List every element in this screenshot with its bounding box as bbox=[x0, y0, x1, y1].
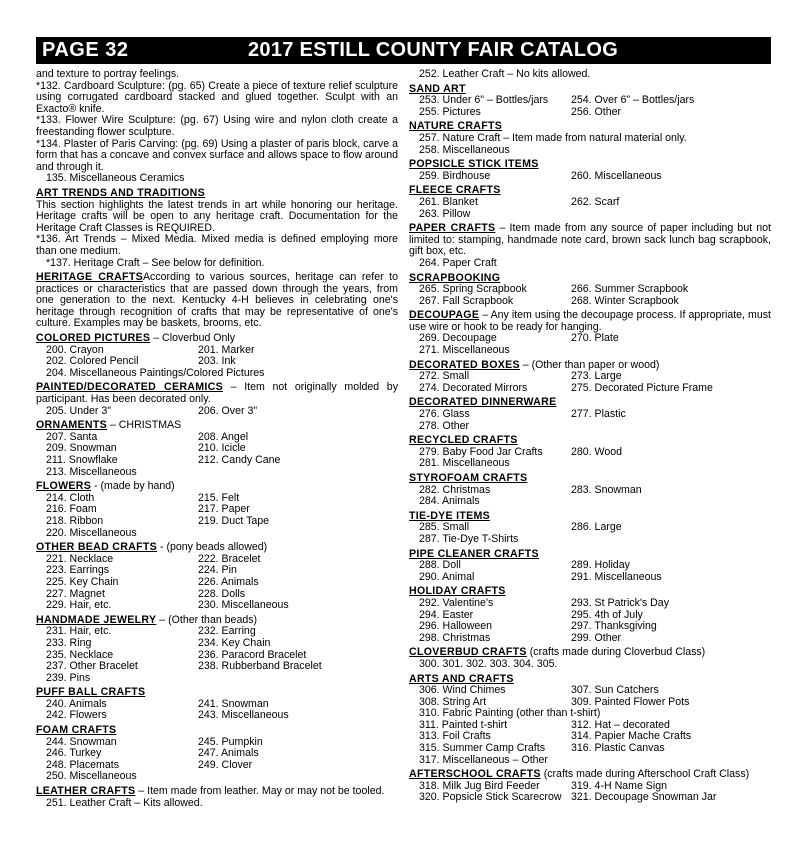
list-row bbox=[409, 171, 771, 183]
list-row bbox=[36, 771, 398, 783]
list-row bbox=[409, 107, 771, 119]
list-item: 204. Miscellaneous Paintings/Colored Pictures bbox=[46, 366, 265, 379]
list-item: 235. Necklace bbox=[46, 648, 114, 661]
list-item: 257. Nature Craft – Item made from natural material only. bbox=[419, 131, 687, 144]
section-title: PUFF BALL CRAFTS bbox=[36, 686, 146, 699]
left-column bbox=[36, 69, 398, 809]
list-item: 293. St Patrick's Day bbox=[571, 596, 669, 609]
list-item: 315. Summer Camp Crafts bbox=[419, 742, 545, 755]
list-item: 261. Blanket bbox=[419, 195, 478, 208]
section-heading bbox=[409, 159, 771, 171]
list-item: 297. Thanksgiving bbox=[571, 620, 657, 633]
list-row bbox=[409, 209, 771, 221]
list-item: 267. Fall Scrapbook bbox=[419, 294, 514, 307]
paragraph: *136. Art Trends – Mixed Media. Mixed media is defined employing more than one medium. bbox=[36, 233, 398, 257]
list-item: 309. Painted Flower Pots bbox=[571, 695, 690, 708]
list-item: 288. Doll bbox=[419, 559, 461, 572]
list-row bbox=[36, 455, 398, 467]
section-title: FOAM CRAFTS bbox=[36, 724, 117, 737]
list-item: 205. Under 3" bbox=[46, 404, 112, 417]
list-row bbox=[409, 284, 771, 296]
list-item: 286. Large bbox=[571, 521, 622, 534]
list-row bbox=[409, 296, 771, 308]
list-row bbox=[409, 685, 771, 697]
section-title: ORNAMENTS bbox=[36, 419, 107, 432]
list-row bbox=[409, 409, 771, 421]
section-title: STYROFOAM CRAFTS bbox=[409, 472, 528, 484]
list-row bbox=[409, 197, 771, 209]
list-item: 250. Miscellaneous bbox=[46, 770, 137, 783]
list-item: 306. Wind Chimes bbox=[419, 684, 506, 697]
catalog-title: 2017 ESTILL COUNTY FAIR CATALOG bbox=[248, 39, 619, 61]
list-item: 292. Valentine's bbox=[419, 596, 494, 609]
section-title: HERITAGE CRAFTS bbox=[36, 271, 143, 284]
list-row bbox=[36, 600, 398, 612]
list-item: 135. Miscellaneous Ceramics bbox=[46, 172, 185, 185]
section-heading bbox=[36, 272, 398, 330]
list-item: 221. Necklace bbox=[46, 552, 114, 565]
list-item: 283. Snowman bbox=[571, 483, 642, 496]
section-title: FLEECE CRAFTS bbox=[409, 184, 501, 197]
section-title: PAINTED/DECORATED CERAMICS bbox=[36, 381, 223, 394]
section-heading bbox=[36, 188, 398, 200]
list-item: 214. Cloth bbox=[46, 491, 95, 504]
section-note: According to various sources, heritage can refer to practices or characteristics that are passed down through the years, from one generation to the next. Kentucky 4-H believes in celebrating one's heritage through recognition of crafts that may be representative of one's culture. Examples may be baskets, brooms, etc. bbox=[36, 271, 399, 330]
list-item: 219. Duct Tape bbox=[198, 514, 270, 527]
list-item: 228. Dolls bbox=[198, 587, 246, 600]
list-item: 248. Placemats bbox=[46, 758, 120, 771]
section-title: LEATHER CRAFTS bbox=[36, 785, 136, 798]
list-item: 209. Snowman bbox=[46, 442, 117, 455]
list-item: 240. Animals bbox=[46, 697, 107, 710]
list-row bbox=[409, 421, 771, 433]
list-item: 271. Miscellaneous bbox=[419, 344, 510, 357]
section-title: RECYCLED CRAFTS bbox=[409, 434, 518, 447]
section-note: – (Other than beads) bbox=[156, 613, 258, 626]
list-item: 215. Felt bbox=[198, 491, 240, 504]
list-item: 201. Marker bbox=[198, 343, 255, 356]
section-title: DECORATED DINNERWARE bbox=[409, 396, 557, 409]
list-item: 274. Decorated Mirrors bbox=[419, 381, 528, 394]
list-item: 287. Tie-Dye T-Shirts bbox=[419, 532, 519, 545]
list-item: 227. Magnet bbox=[46, 587, 105, 600]
list-row bbox=[409, 458, 771, 470]
section-heading bbox=[36, 786, 398, 798]
section-title: FLOWERS bbox=[36, 480, 92, 493]
page-number: PAGE 32 bbox=[42, 39, 129, 61]
list-item: 260. Miscellaneous bbox=[571, 169, 662, 182]
list-item: 242. Flowers bbox=[46, 709, 107, 722]
list-item: 316. Plastic Canvas bbox=[571, 742, 665, 755]
paragraph: and texture to portray feelings. bbox=[36, 68, 180, 80]
list-item: 213. Miscellaneous bbox=[46, 465, 137, 478]
list-item: 216. Foam bbox=[46, 503, 97, 516]
list-row bbox=[36, 577, 398, 589]
list-item: 264. Paper Craft bbox=[419, 256, 497, 269]
section-heading bbox=[409, 310, 771, 333]
list-row bbox=[36, 516, 398, 528]
section-note: – Item made from any source of paper including but not limited to: stamping, handmade note card, brown sack lunch bag scrapbook, gift box, etc. bbox=[409, 222, 772, 258]
list-item: 206. Over 3" bbox=[198, 404, 258, 417]
list-item: 290. Animal bbox=[419, 570, 475, 583]
list-row bbox=[36, 661, 398, 673]
list-item: 300. 301. 302. 303. 304. 305. bbox=[419, 657, 558, 670]
section-note: – Any item using the decoupage process. If appropriate, must use wire or hook to be ready for hanging. bbox=[409, 309, 771, 333]
list-item: 269. Decoupage bbox=[419, 332, 497, 345]
list-item: 251. Leather Craft – Kits allowed. bbox=[46, 796, 203, 809]
list-row bbox=[409, 792, 771, 804]
section-title: COLORED PICTURES bbox=[36, 332, 151, 345]
list-row bbox=[36, 467, 398, 479]
list-item: 266. Summer Scrapbook bbox=[571, 283, 689, 296]
list-item: 256. Other bbox=[571, 105, 622, 118]
section-title: AFTERSCHOOL CRAFTS bbox=[409, 768, 541, 781]
paragraph: *133. Flower Wire Sculpture: (pg. 67) Using wire and nylon cloth create a freestanding flower sculpture. bbox=[36, 114, 398, 138]
list-item: 273. Large bbox=[571, 370, 622, 383]
section-note: (crafts made during Cloverbud Class) bbox=[526, 646, 706, 659]
section-heading bbox=[409, 223, 771, 258]
list-row bbox=[36, 638, 398, 650]
section-title: POPSICLE STICK ITEMS bbox=[409, 158, 539, 171]
section-title: HANDMADE JEWELRY bbox=[36, 613, 157, 626]
list-item: 277. Plastic bbox=[571, 408, 626, 421]
section-title: PAPER CRAFTS bbox=[409, 222, 496, 235]
list-row bbox=[36, 673, 398, 685]
list-item: 220. Miscellaneous bbox=[46, 526, 137, 539]
list-item: 208. Angel bbox=[198, 430, 249, 443]
list-row bbox=[409, 496, 771, 508]
list-item: 217. Paper bbox=[198, 503, 250, 516]
list-item: 280. Wood bbox=[571, 445, 623, 458]
section-heading bbox=[36, 542, 398, 554]
list-item: 245. Pumpkin bbox=[198, 735, 263, 748]
section-title: CLOVERBUD CRAFTS bbox=[409, 646, 527, 659]
section-title: DECORATED BOXES bbox=[409, 358, 520, 371]
section-title: PIPE CLEANER CRAFTS bbox=[409, 547, 539, 560]
list-item: 241. Snowman bbox=[198, 697, 269, 710]
list-item: 212. Candy Cane bbox=[198, 454, 281, 466]
section-title: TIE-DYE ITEMS bbox=[409, 509, 491, 522]
list-item: 311. Painted t-shirt bbox=[419, 718, 508, 731]
section-title: NATURE CRAFTS bbox=[409, 120, 503, 133]
list-item: 238. Rubberband Bracelet bbox=[198, 660, 322, 673]
list-row bbox=[409, 633, 771, 645]
list-item: 318. Milk Jug Bird Feeder bbox=[419, 779, 540, 792]
section-title: ART TRENDS AND TRADITIONS bbox=[36, 186, 205, 199]
list-item: 314. Papier Mache Crafts bbox=[571, 730, 692, 743]
list-item: 230. Miscellaneous bbox=[198, 599, 289, 612]
right-column bbox=[409, 69, 771, 804]
section-note: – CHRISTMAS bbox=[106, 419, 182, 432]
list-item: 246. Turkey bbox=[46, 747, 102, 760]
list-item: 307. Sun Catchers bbox=[571, 684, 659, 697]
list-item: 321. Decoupage Snowman Jar bbox=[571, 791, 717, 804]
list-item: 291. Miscellaneous bbox=[571, 570, 662, 583]
list-item: *137. Heritage Craft – See below for definition. bbox=[46, 256, 265, 269]
list-item: 247. Animals bbox=[198, 747, 259, 760]
list-item: 226. Animals bbox=[198, 575, 259, 588]
list-item: 222. Bracelet bbox=[198, 552, 261, 565]
list-row bbox=[36, 710, 398, 722]
section-note: – Cloverbud Only bbox=[150, 332, 236, 345]
list-item: 310. Fabric Painting (other than t-shirt) bbox=[419, 707, 601, 720]
list-item: 231. Hair, etc. bbox=[46, 625, 112, 638]
list-item: 312. Hat – decorated bbox=[571, 718, 670, 731]
list-row bbox=[409, 743, 771, 755]
section-title: SAND ART bbox=[409, 82, 466, 95]
list-row bbox=[409, 572, 771, 584]
page-header-banner bbox=[36, 37, 771, 64]
list-item: 278. Other bbox=[419, 419, 470, 432]
section-title: SCRAPBOOKING bbox=[409, 271, 501, 284]
list-row bbox=[409, 560, 771, 572]
list-item: 244. Snowman bbox=[46, 735, 117, 748]
list-row bbox=[36, 528, 398, 540]
list-item: 262. Scarf bbox=[571, 195, 620, 208]
list-item: 319. 4-H Name Sign bbox=[571, 779, 667, 792]
list-item: 255. Pictures bbox=[419, 105, 481, 118]
list-item: 272. Small bbox=[419, 370, 470, 383]
list-item: 275. Decorated Picture Frame bbox=[571, 381, 713, 394]
list-row bbox=[409, 345, 771, 357]
section-note: - (made by hand) bbox=[91, 480, 175, 493]
list-item: 294. Easter bbox=[419, 608, 474, 621]
list-item: 224. Pin bbox=[198, 564, 237, 577]
list-item: 298. Christmas bbox=[419, 631, 491, 644]
list-item: 289. Holiday bbox=[571, 559, 630, 572]
list-item: 211. Snowflake bbox=[46, 454, 118, 466]
list-item: 253. Under 6" – Bottles/jars bbox=[419, 94, 549, 107]
list-item: 259. Birdhouse bbox=[419, 169, 491, 182]
section-title: DECOUPAGE bbox=[409, 309, 480, 322]
list-item: 270. Plate bbox=[571, 332, 619, 345]
section-heading bbox=[36, 725, 398, 737]
section-heading bbox=[36, 382, 398, 405]
list-item: 237. Other Bracelet bbox=[46, 660, 138, 673]
list-item: 236. Paracord Bracelet bbox=[198, 648, 307, 661]
list-item: 265. Spring Scrapbook bbox=[419, 283, 527, 296]
paragraph: *134. Plaster of Paris Carving: (pg. 69) Using a plaster of paris block, carve a form that has a concave and convex surface and allows space to flow around and through it. bbox=[36, 137, 398, 173]
list-item: 233. Ring bbox=[46, 636, 92, 649]
list-item: 268. Winter Scrapbook bbox=[571, 294, 679, 307]
list-item: 313. Foil Crafts bbox=[419, 730, 491, 743]
list-item: 282. Christmas bbox=[419, 483, 491, 496]
section-heading bbox=[409, 473, 771, 485]
section-title: OTHER BEAD CRAFTS bbox=[36, 541, 158, 554]
list-item: 299. Other bbox=[571, 631, 622, 644]
list-item: 234. Key Chain bbox=[198, 636, 271, 649]
list-row bbox=[409, 598, 771, 610]
section-title: ARTS AND CRAFTS bbox=[409, 672, 514, 685]
section-title: HOLIDAY CRAFTS bbox=[409, 585, 506, 598]
list-item: 285. Small bbox=[419, 521, 470, 534]
list-item: 279. Baby Food Jar Crafts bbox=[419, 445, 543, 458]
list-item: 232. Earring bbox=[198, 625, 256, 638]
list-item: 225. Key Chain bbox=[46, 575, 119, 588]
section-note: (crafts made during Afterschool Craft Class) bbox=[540, 768, 750, 781]
list-item: 263. Pillow bbox=[419, 207, 471, 220]
list-item: 317. Miscellaneous – Other bbox=[419, 753, 548, 766]
list-item: 200. Crayon bbox=[46, 343, 104, 356]
list-item: 203. Ink bbox=[198, 355, 236, 368]
list-item: 210. Icicle bbox=[198, 442, 246, 455]
list-item: 295. 4th of July bbox=[571, 608, 643, 621]
list-item: 223. Earrings bbox=[46, 564, 110, 577]
list-item: 296. Halloween bbox=[419, 620, 493, 633]
list-item: 281. Miscellaneous bbox=[419, 457, 510, 470]
list-row bbox=[409, 383, 771, 395]
list-row bbox=[409, 621, 771, 633]
section-note: – (Other than paper or wood) bbox=[519, 358, 660, 371]
section-note: – Item made from leather. May or may not be tooled. bbox=[135, 785, 385, 798]
list-item: 276. Glass bbox=[419, 408, 470, 421]
paragraph: This section highlights the latest trends in art while honoring our heritage. Heritage crafts will be open to any heritage craft. Documentation for the Heritage Craft Classes is REQUIRED. bbox=[36, 198, 398, 234]
section-note: - (pony beads allowed) bbox=[157, 541, 268, 554]
paragraph: *132. Cardboard Sculpture: (pg. 65) Create a piece of texture relief sculpture using corrugated cardboard stacked and glued together. Sculpt with an Exacto® knife. bbox=[36, 79, 398, 115]
list-item: 252. Leather Craft – No kits allowed. bbox=[419, 68, 591, 80]
list-item: 202. Colored Pencil bbox=[46, 355, 139, 368]
list-item: 284. Animals bbox=[419, 495, 480, 508]
list-item: 207. Santa bbox=[46, 430, 98, 443]
list-item: 320. Popsicle Stick Scarecrow bbox=[419, 791, 562, 804]
list-item: 254. Over 6" – Bottles/jars bbox=[571, 94, 695, 107]
section-note: – Item not originally molded by participant. Has been decorated only. bbox=[36, 381, 398, 406]
list-item: 239. Pins bbox=[46, 671, 91, 684]
list-item: 243. Miscellaneous bbox=[198, 709, 289, 722]
list-item: 218. Ribbon bbox=[46, 514, 104, 527]
section-heading bbox=[36, 333, 398, 345]
list-item: 258. Miscellaneous bbox=[419, 143, 510, 156]
list-item: 308. String Art bbox=[419, 695, 487, 708]
list-row bbox=[36, 406, 398, 418]
list-item: 249. Clover bbox=[198, 758, 253, 771]
list-item: 229. Hair, etc. bbox=[46, 599, 112, 612]
list-row bbox=[409, 534, 771, 546]
